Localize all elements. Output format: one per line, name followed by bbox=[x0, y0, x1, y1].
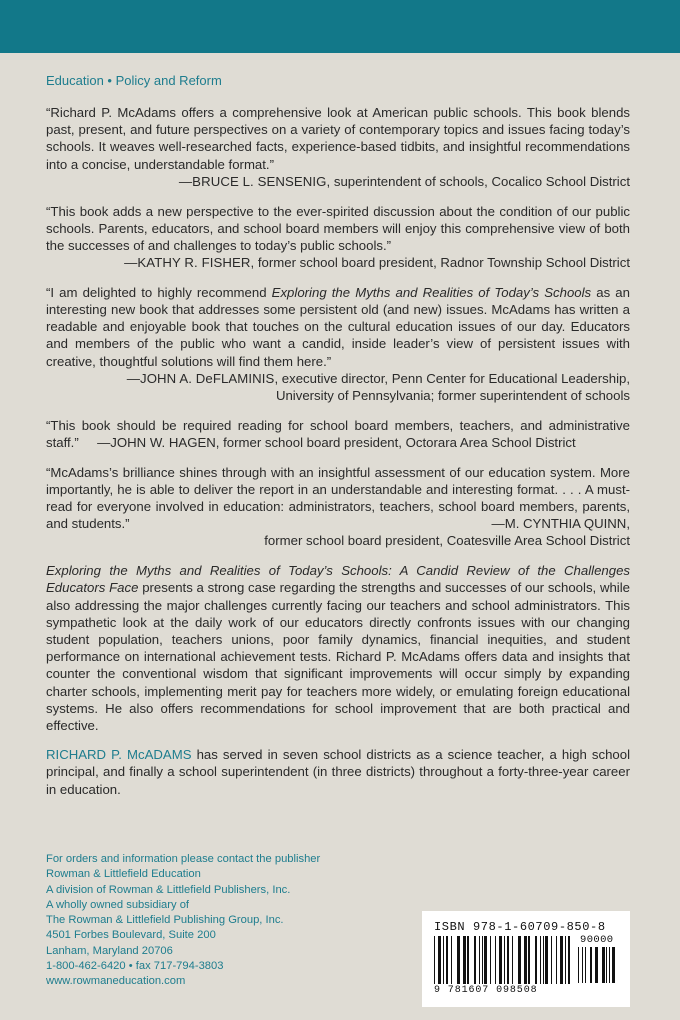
endorsement-quote: “This book adds a new perspective to the ever-spirited discussion about the condition of our public schools. Parents, educators, and school board members will enjoy this comprehensive view of both the successes of and challenges to today’s public schools.” bbox=[46, 203, 630, 253]
barcode-bar bbox=[540, 936, 541, 984]
isbn-number: ISBN 978-1-60709-850-8 bbox=[434, 920, 606, 934]
barcode-bar bbox=[484, 936, 487, 984]
barcode-bar bbox=[479, 936, 480, 984]
ean-digits: 9 781607 098508 bbox=[434, 985, 538, 996]
barcode-bar bbox=[438, 936, 441, 984]
author-name: RICHARD P. McADAMS bbox=[46, 747, 192, 763]
barcode-bar bbox=[518, 936, 521, 984]
barcode-bar bbox=[512, 936, 513, 984]
barcode-bar bbox=[578, 947, 579, 983]
publisher-line: 4501 Forbes Boulevard, Suite 200 bbox=[46, 929, 216, 942]
barcode-bar bbox=[446, 936, 448, 984]
barcode-bar bbox=[499, 936, 502, 984]
barcode-bar bbox=[507, 936, 509, 984]
barcode-bar bbox=[490, 936, 491, 984]
barcode-bar bbox=[543, 936, 544, 984]
description-body: presents a strong case regarding the strengths and successes of our schools, while also addressing the major challenges currently facing our teachers and school administrators. This sympathetic look at the daily work of our educators directly confronts issues with our changing student population, teachers unions, poor family dynamics, financial inequities, and student performance on international achievement tests. Richard P. McAdams offers data and insights that counter the conventional wisdom that significant improvements will occur simply by expanding charter schools, implementing merit pay for teachers more widely, or emulating foreign educational systems. He also offers recommendations for school improvement that are both practical and effective. bbox=[46, 580, 631, 733]
barcode-bar bbox=[560, 936, 563, 984]
book-title: Exploring the Myths and Realities of Today’s Schools: A Candid Review of the Challenges Educators Face bbox=[46, 563, 630, 596]
barcode-bar bbox=[434, 936, 435, 984]
barcode-bar bbox=[602, 947, 605, 983]
barcode-bar bbox=[535, 936, 537, 984]
endorsement-3 bbox=[46, 284, 630, 404]
barcode-bar bbox=[451, 936, 452, 984]
publisher-line: A wholly owned subsidiary of bbox=[46, 898, 190, 911]
endorser-role: , former school board president, Radnor Township School District bbox=[250, 255, 630, 271]
publisher-line: Rowman & Littlefield Education bbox=[46, 868, 201, 881]
endorsement-attribution bbox=[46, 173, 630, 190]
publisher-line: Lanham, Maryland 20706 bbox=[46, 944, 173, 957]
endorsement-5 bbox=[46, 464, 630, 550]
publisher-info bbox=[46, 852, 320, 990]
barcode-bar bbox=[457, 936, 460, 984]
barcode-bar bbox=[474, 936, 476, 984]
endorsement-2 bbox=[46, 203, 630, 272]
endorsement-quote: “This book should be required reading for school board members, teachers, and administrative staff.” bbox=[46, 417, 630, 450]
bio-text: has served in seven school districts as a science teacher, a high school principal, and finally a school superintendent (in three districts) throughout a forty-three-year career in education. bbox=[46, 747, 630, 797]
endorser-name: —BRUCE L. SENSENIG bbox=[178, 173, 327, 189]
addon-barcode-bars bbox=[578, 947, 618, 997]
endorsement-quote: “McAdams’s brilliance shines through with an insightful assessment of our education system. More importantly, he is able to deliver the report in an understandable and interesting format. . . . A must-read for everyone involved in education: administrators, teachers, school board members, parents, and students.” —M. CYNTHIA QUINN, bbox=[46, 464, 630, 532]
barcode-bar bbox=[528, 936, 530, 984]
publisher-line: The Rowman & Littlefield Publishing Group, Inc. bbox=[46, 914, 284, 927]
endorsement-1 bbox=[46, 104, 630, 190]
barcode-bar bbox=[482, 936, 483, 984]
barcode-bar bbox=[524, 936, 527, 984]
endorsement-quote: “I am delighted to highly recommend Exploring the Myths and Realities of Today’s Schools as an interesting new book that addresses some persistent old (and new) issues. McAdams has written a readable and enjoyable book that touches on the cultural education issues of our day. Educators and members of the public who want a candid, inside leader’s view of persistent issues with creative, thoughtful solutions will find them here.” bbox=[46, 284, 630, 369]
endorser-role: , superintendent of schools, Cocalico School District bbox=[326, 173, 630, 189]
author-bio bbox=[46, 746, 630, 798]
endorsement-attribution bbox=[46, 370, 630, 404]
endorser-role: former school board president, Coatesville Area School District bbox=[264, 533, 630, 549]
barcode-bar bbox=[504, 936, 505, 984]
endorser-name: —KATHY R. FISHER bbox=[124, 255, 251, 271]
publisher-website: www.rowmaneducation.com bbox=[46, 975, 186, 988]
barcode-bar bbox=[568, 936, 570, 984]
barcode-bar bbox=[467, 936, 469, 984]
endorser-role-line2: University of Pennsylvania; former superintendent of schools bbox=[275, 388, 630, 404]
barcode-bar bbox=[443, 936, 444, 984]
barcode-bar bbox=[590, 947, 592, 983]
barcode-bar bbox=[595, 947, 598, 983]
endorser-name: —M. CYNTHIA QUINN, bbox=[491, 516, 630, 532]
barcode-bar bbox=[585, 947, 586, 983]
publisher-line: For orders and information please contact the publisher bbox=[46, 853, 321, 865]
book-description bbox=[46, 562, 630, 734]
barcode-bar bbox=[551, 936, 552, 984]
endorser-role: , executive director, Penn Center for Educational Leadership, bbox=[274, 370, 630, 386]
endorsement-attribution bbox=[46, 254, 630, 271]
publisher-line: 1-800-462-6420 • fax 717-794-3803 bbox=[46, 960, 224, 973]
barcode-bar bbox=[565, 936, 566, 984]
endorser-name: —JOHN A. DeFLAMINIS bbox=[126, 370, 275, 386]
back-cover-text bbox=[46, 104, 630, 798]
barcode-bar bbox=[556, 936, 557, 984]
top-color-band bbox=[0, 0, 680, 53]
barcode-bar bbox=[609, 947, 610, 983]
endorsement-4 bbox=[46, 417, 630, 451]
barcode-bar bbox=[545, 936, 548, 984]
ean-barcode-bars bbox=[434, 936, 572, 986]
book-title-italic: Exploring the Myths and Realities of Today’s Schools bbox=[271, 284, 592, 300]
endorser-name: —JOHN W. HAGEN bbox=[97, 434, 216, 450]
barcode-bar bbox=[495, 936, 496, 984]
isbn-barcode bbox=[422, 911, 630, 1007]
barcode-bar bbox=[606, 947, 607, 983]
endorsement-quote: “Richard P. McAdams offers a comprehensive look at American public schools. This book blends past, present, and future perspectives on a variety of contemporary topics and issues facing today’s schools. It weaves well-researched facts, experience-based tidbits, and insightful recommendations into a concise, understandable format.” bbox=[46, 105, 630, 172]
category-label: Education • Policy and Reform bbox=[46, 73, 222, 88]
barcode-bar bbox=[582, 947, 583, 983]
barcode-bar bbox=[463, 936, 466, 984]
endorser-role: , former school board president, Octorara Area School District bbox=[215, 434, 576, 450]
barcode-bar bbox=[612, 947, 615, 983]
endorsement-attribution bbox=[82, 435, 575, 450]
publisher-line: A division of Rowman & Littlefield Publishers, Inc. bbox=[46, 883, 291, 896]
price-code: 90000 bbox=[580, 934, 614, 946]
